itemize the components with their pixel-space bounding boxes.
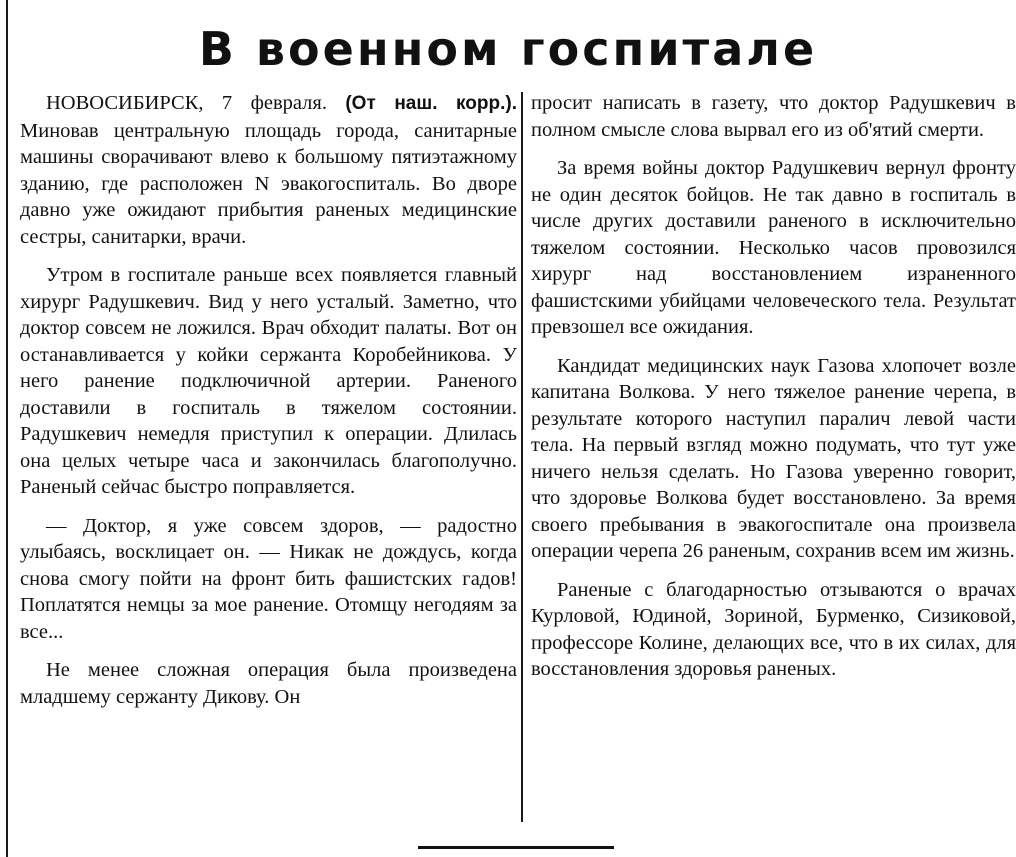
article-headline: В военном госпитале xyxy=(198,22,818,76)
article-end-rule xyxy=(418,846,614,849)
article-paragraph: Не менее сложная операция была произведена младшему сержанту Дикову. Он xyxy=(20,659,517,708)
page-edge-rule xyxy=(6,0,8,857)
dateline: НОВОСИБИРСК, 7 февраля. xyxy=(46,92,327,114)
article-paragraph: За время войны доктор Радушкевич вернул фронту не один десяток бойцов. Не так давно в госпиталь в числе других доставили раненого в исключительно тяжелом состоянии. Несколько часов провозился хирург над восстановлением израненного фашистскими убийцами человеческого тела. Результат превзошел все ожидания. xyxy=(531,157,1016,338)
article-paragraph xyxy=(20,90,517,250)
column-divider xyxy=(521,92,523,822)
article-paragraph-continued: просит написать в газету, что доктор Радушкевич в полном смысле слова вырвал его из об'ятий смерти. xyxy=(531,92,1016,141)
right-column xyxy=(531,90,1016,695)
left-column xyxy=(20,90,517,722)
correspondent-credit: (От наш. корр.). xyxy=(345,93,518,114)
article-paragraph: Раненые с благодарностью отзываются о врачах Курловой, Юдиной, Зориной, Бурменко, Сизиковой, профессоре Колине, делающих все, что в их силах, для восстановления здоровья раненых. xyxy=(531,578,1016,680)
article-paragraph: — Доктор, я уже совсем здоров, — радостно улыбаясь, восклицает он. — Никак не дождусь, когда снова смогу пойти на фронт бить фашистских гадов! Поплатятся немцы за мое ранение. Отомщу негодяям за все... xyxy=(20,514,517,643)
article-paragraph: Кандидат медицинских наук Газова хлопочет возле капитана Волкова. У него тяжелое ранение черепа, в результате которого наступил паралич левой части тела. На первый взгляд можно подумать, что тут уже ничего нельзя сделать. Но Газова уверенно говорит, что здоровье Волкова будет восстановлено. За время своего пребывания в эвакогоспитале она произвела операции черепа 26 раненым, сохранив всем им жизнь. xyxy=(531,354,1016,562)
paragraph-text: Миновав центральную площадь города, санитарные машины сворачивают влево к большому пятиэтажному зданию, где расположен N эвакогоспиталь. Во дворе давно уже ожидают прибытия раненых медицинские сестры, санитарки, врачи. xyxy=(20,119,517,248)
article-paragraph: Утром в госпитале раньше всех появляется главный хирург Радушкевич. Вид у него усталый. Заметно, что доктор совсем не ложился. Врач обходит палаты. Вот он останавливается у койки сержанта Коробейникова. У него ранение подключичной артерии. Раненого доставили в госпиталь в тяжелом состоянии. Радушкевич немедля приступил к операции. Длилась она целых четыре часа и закончилась благополучно. Раненый сейчас быстро поправляется. xyxy=(20,264,517,498)
